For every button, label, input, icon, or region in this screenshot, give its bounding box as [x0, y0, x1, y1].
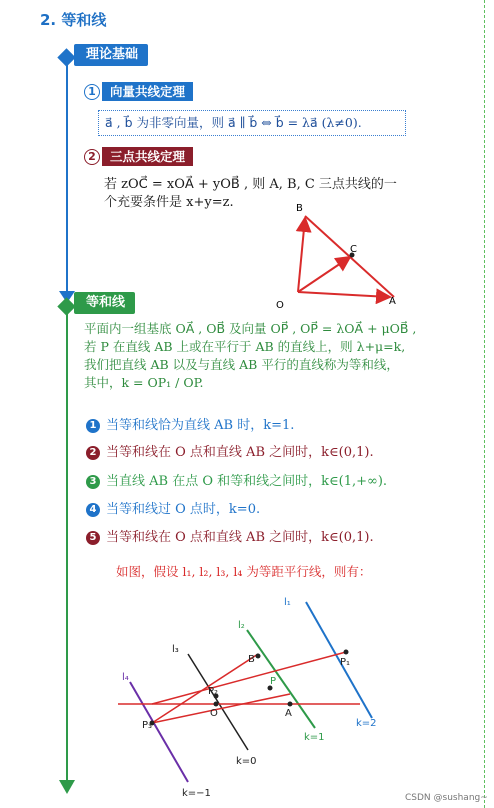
theorem2-line2: 个充要条件是 x+y=z.: [104, 195, 234, 210]
definition-line4: 其中，k = OP₁ / OP.: [84, 375, 204, 390]
item-text: 当等和线在 O 点和直线 AB 之间时，k∈(0,1).: [106, 530, 374, 545]
item-number: 1: [86, 419, 100, 433]
banner-label: 理论基础: [86, 47, 139, 62]
banner2-label: 等和线: [86, 295, 126, 310]
fig1-label-A: A: [389, 296, 396, 307]
collinear-figure: [270, 200, 410, 312]
item-text: 当等和线在 O 点和直线 AB 之间时，k∈(0,1).: [106, 445, 374, 460]
watermark: [405, 793, 488, 803]
list-item: [86, 444, 374, 462]
theorem2-title-text: 三点共线定理: [110, 149, 186, 164]
definition-text: [84, 320, 482, 392]
fig2-label-P1: P₁: [340, 657, 351, 668]
item-number: 3: [86, 475, 100, 489]
item-number: 2: [86, 446, 100, 460]
theorem1-title: [102, 82, 193, 101]
theorem2-number-circle: [84, 149, 100, 165]
right-dashed-border: [484, 0, 485, 808]
fig2-label-k0: k=0: [236, 756, 257, 767]
fig2-label-k2: k=2: [356, 718, 377, 729]
theorem2-line1: 若 zOC⃗ = xOA⃗ + yOB⃗ , 则 A, B, C 三点共线的一: [104, 177, 397, 192]
fig2-label-l4: l₄: [122, 672, 129, 683]
fig1-label-O: O: [276, 300, 284, 311]
definition-line3: 我们把直线 AB 以及与直线 AB 平行的直线称为等和线，: [84, 357, 399, 372]
theorem2-title: [102, 147, 193, 166]
item-text: 当直线 AB 在点 O 和等和线之间时，k∈(1,+∞).: [106, 474, 388, 489]
theorem2-number: 2: [88, 150, 96, 163]
section-title-text: 等和线: [61, 11, 107, 29]
watermark-text: CSDN @sushang~: [405, 793, 488, 803]
definition-line1: 平面内一组基底 OA⃗ , OB⃗ 及向量 OP⃗ , OP⃗ = λOA⃗ + μOB⃗ ,: [84, 321, 417, 336]
item-number: 5: [86, 531, 100, 545]
item-text: 当等和线过 O 点时，k=0.: [106, 502, 261, 517]
item-text: 当等和线恰为直线 AB 时，k=1.: [106, 418, 295, 433]
list-item: [86, 417, 294, 435]
list-item: [86, 501, 260, 519]
spine-blue: [66, 62, 68, 302]
fig1-label-C: C: [350, 244, 357, 255]
list-item: [86, 529, 374, 547]
banner-equal-sum-line: [74, 292, 135, 314]
fig2-label-l1: l₁: [284, 597, 291, 608]
theorem1-statement: a⃗ , b⃗ 为非零向量，则 a⃗ ∥ b⃗ ⇔ b⃗ = λa⃗ (λ≠0).: [105, 115, 362, 130]
list-item: [86, 473, 387, 491]
spine-green: [66, 312, 68, 786]
diamond-icon: [57, 48, 75, 66]
theorem1-statement-box: [98, 110, 406, 136]
fig1-label-B: B: [296, 203, 303, 214]
fig2-label-O: O: [210, 708, 218, 719]
figure-note-text: 如图，假设 l₁, l₂, l₃, l₄ 为等距平行线，则有：: [116, 564, 372, 579]
item-number: 4: [86, 503, 100, 517]
fig2-label-k1: k=1: [304, 732, 325, 743]
fig2-label-P2: P₂: [208, 686, 219, 697]
fig2-label-P: P: [270, 676, 277, 687]
fig2-label-P3: P₃: [142, 720, 153, 731]
section-number: 2.: [40, 11, 57, 29]
section-title: [40, 9, 106, 30]
fig2-label-A: A: [285, 708, 292, 719]
fig2-label-B: B: [248, 654, 255, 665]
equal-sum-lines-figure: [110, 590, 400, 800]
banner-theory-basis: [74, 44, 148, 66]
theorem1-number-circle: [84, 84, 100, 100]
fig2-label-l3: l₃: [172, 644, 179, 655]
fig2-label-km1: k=−1: [182, 788, 211, 799]
fig2-label-l2: l₂: [238, 620, 245, 631]
definition-line2: 若 P 在直线 AB 上或在平行于 AB 的直线上，则 λ+μ=k,: [84, 339, 406, 354]
theorem1-number: 1: [88, 85, 96, 98]
figure-note: [116, 563, 371, 581]
theorem1-title-text: 向量共线定理: [110, 84, 186, 99]
spine-arrow-icon: [58, 780, 76, 800]
